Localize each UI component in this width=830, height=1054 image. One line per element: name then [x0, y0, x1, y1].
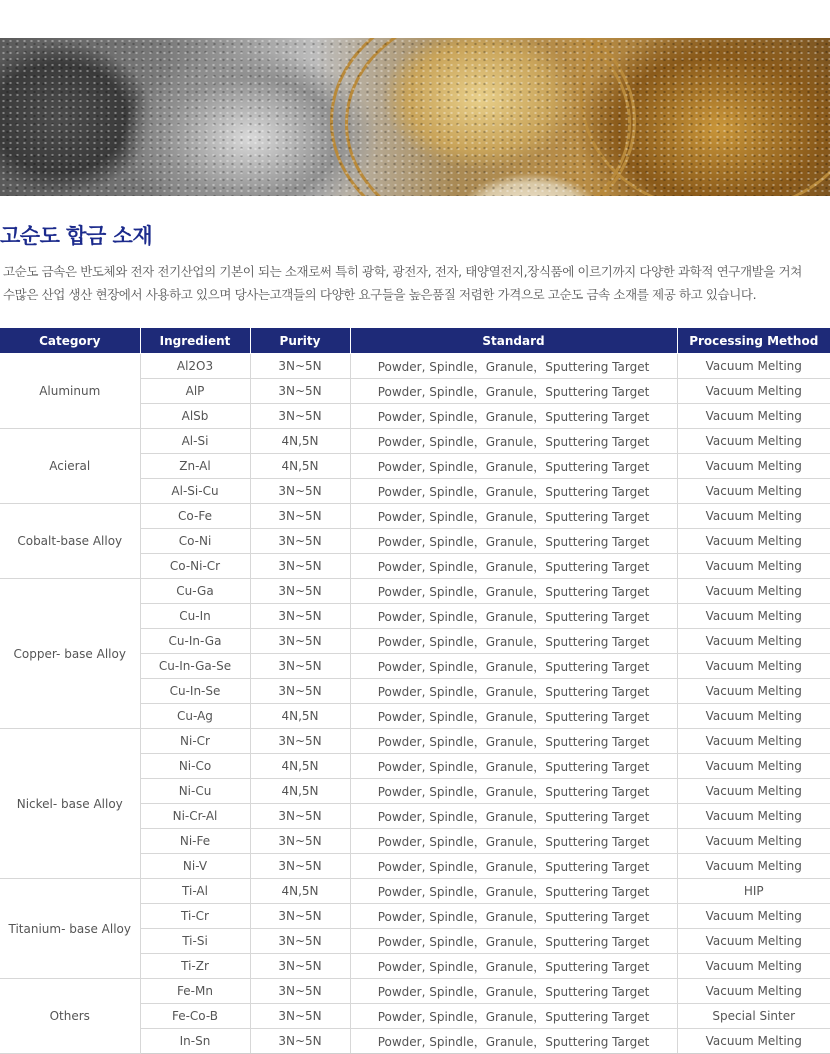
ingredient-cell: AlSb — [140, 404, 250, 429]
ingredient-cell: Ti-Al — [140, 879, 250, 904]
purity-cell: 3N~5N — [250, 954, 350, 979]
standard-cell: Powder, Spindle，Granule，Sputtering Target — [350, 479, 677, 504]
header-standard: Standard — [350, 328, 677, 354]
purity-cell: 3N~5N — [250, 1004, 350, 1029]
processing-method-cell: Vacuum Melting — [677, 529, 830, 554]
description-line-1: 고순도 금속은 반도체와 전자 전기산업의 기본이 되는 소재로써 특히 광학, 광전자, 전자, 태양열전지,장식품에 이르기까지 다양한 과학적 연구개발을 거쳐 — [3, 264, 802, 279]
purity-cell: 3N~5N — [250, 629, 350, 654]
purity-cell: 3N~5N — [250, 354, 350, 379]
processing-method-cell: HIP — [677, 879, 830, 904]
purity-cell: 4N,5N — [250, 429, 350, 454]
purity-cell: 3N~5N — [250, 979, 350, 1004]
purity-cell: 4N,5N — [250, 454, 350, 479]
ingredient-cell: Cu-Ag — [140, 704, 250, 729]
category-cell: Acieral — [0, 429, 140, 504]
standard-cell: Powder, Spindle，Granule，Sputtering Target — [350, 704, 677, 729]
standard-cell: Powder, Spindle，Granule，Sputtering Target — [350, 679, 677, 704]
processing-method-cell: Vacuum Melting — [677, 929, 830, 954]
header-processing-method: Processing Method — [677, 328, 830, 354]
ingredient-cell: Ni-V — [140, 854, 250, 879]
purity-cell: 3N~5N — [250, 904, 350, 929]
standard-cell: Powder, Spindle，Granule，Sputtering Target — [350, 404, 677, 429]
ingredient-cell: Co-Fe — [140, 504, 250, 529]
purity-cell: 3N~5N — [250, 579, 350, 604]
standard-cell: Powder, Spindle，Granule，Sputtering Target — [350, 754, 677, 779]
processing-method-cell: Vacuum Melting — [677, 704, 830, 729]
standard-cell: Powder, Spindle，Granule，Sputtering Target — [350, 1029, 677, 1054]
purity-cell: 3N~5N — [250, 1029, 350, 1054]
ingredient-cell: Ti-Cr — [140, 904, 250, 929]
ingredient-cell: Ni-Cu — [140, 779, 250, 804]
standard-cell: Powder, Spindle，Granule，Sputtering Target — [350, 579, 677, 604]
purity-cell: 3N~5N — [250, 554, 350, 579]
ingredient-cell: Co-Ni — [140, 529, 250, 554]
standard-cell: Powder, Spindle，Granule，Sputtering Target — [350, 904, 677, 929]
standard-cell: Powder, Spindle，Granule，Sputtering Target — [350, 354, 677, 379]
ingredient-cell: Ni-Fe — [140, 829, 250, 854]
category-cell: Copper- base Alloy — [0, 579, 140, 729]
processing-method-cell: Vacuum Melting — [677, 554, 830, 579]
category-cell: Titanium- base Alloy — [0, 879, 140, 979]
purity-cell: 3N~5N — [250, 504, 350, 529]
processing-method-cell: Vacuum Melting — [677, 679, 830, 704]
processing-method-cell: Vacuum Melting — [677, 379, 830, 404]
ingredient-cell: AlP — [140, 379, 250, 404]
ingredient-cell: Co-Ni-Cr — [140, 554, 250, 579]
category-cell: Aluminum — [0, 354, 140, 429]
processing-method-cell: Vacuum Melting — [677, 429, 830, 454]
standard-cell: Powder, Spindle，Granule，Sputtering Target — [350, 804, 677, 829]
purity-cell: 4N,5N — [250, 779, 350, 804]
purity-cell: 3N~5N — [250, 854, 350, 879]
standard-cell: Powder, Spindle，Granule，Sputtering Target — [350, 629, 677, 654]
processing-method-cell: Vacuum Melting — [677, 479, 830, 504]
standard-cell: Powder, Spindle，Granule，Sputtering Target — [350, 654, 677, 679]
standard-cell: Powder, Spindle，Granule，Sputtering Target — [350, 379, 677, 404]
ingredient-cell: In-Sn — [140, 1029, 250, 1054]
ingredient-cell: Ni-Cr-Al — [140, 804, 250, 829]
processing-method-cell: Vacuum Melting — [677, 854, 830, 879]
standard-cell: Powder, Spindle，Granule，Sputtering Target — [350, 829, 677, 854]
purity-cell: 3N~5N — [250, 529, 350, 554]
standard-cell: Powder, Spindle，Granule，Sputtering Target — [350, 879, 677, 904]
standard-cell: Powder, Spindle，Granule，Sputtering Target — [350, 979, 677, 1004]
ingredient-cell: Ti-Si — [140, 929, 250, 954]
purity-cell: 3N~5N — [250, 654, 350, 679]
standard-cell: Powder, Spindle，Granule，Sputtering Target — [350, 504, 677, 529]
purity-cell: 4N,5N — [250, 879, 350, 904]
ingredient-cell: Al-Si-Cu — [140, 479, 250, 504]
purity-cell: 3N~5N — [250, 804, 350, 829]
table-row — [0, 879, 830, 904]
table-row — [0, 579, 830, 604]
ingredient-cell: Cu-In-Ga — [140, 629, 250, 654]
processing-method-cell: Vacuum Melting — [677, 779, 830, 804]
ingredient-cell: Ni-Co — [140, 754, 250, 779]
standard-cell: Powder, Spindle，Granule，Sputtering Target — [350, 604, 677, 629]
description-line-2: 수많은 산업 생산 현장에서 사용하고 있으며 당사는고객들의 다양한 요구들을 높은품질 저렴한 가격으로 고순도 금속 소재를 제공 하고 있습니다. — [3, 287, 757, 302]
processing-method-cell: Special Sinter — [677, 1004, 830, 1029]
ingredient-cell: Zn-Al — [140, 454, 250, 479]
purity-cell: 4N,5N — [250, 754, 350, 779]
ingredient-cell: Al-Si — [140, 429, 250, 454]
standard-cell: Powder, Spindle，Granule，Sputtering Target — [350, 454, 677, 479]
processing-method-cell: Vacuum Melting — [677, 804, 830, 829]
page-description — [3, 260, 830, 306]
purity-cell: 3N~5N — [250, 604, 350, 629]
processing-method-cell: Vacuum Melting — [677, 904, 830, 929]
processing-method-cell: Vacuum Melting — [677, 354, 830, 379]
ingredient-cell: Cu-In-Se — [140, 679, 250, 704]
processing-method-cell: Vacuum Melting — [677, 454, 830, 479]
purity-cell: 3N~5N — [250, 729, 350, 754]
alloy-materials-table — [0, 328, 830, 1054]
ingredient-cell: Ni-Cr — [140, 729, 250, 754]
processing-method-cell: Vacuum Melting — [677, 654, 830, 679]
purity-cell: 3N~5N — [250, 404, 350, 429]
ingredient-cell: Cu-In-Ga-Se — [140, 654, 250, 679]
page-title: 고순도 합금 소재 — [0, 224, 153, 248]
processing-method-cell: Vacuum Melting — [677, 604, 830, 629]
table-header-row — [0, 328, 830, 354]
processing-method-cell: Vacuum Melting — [677, 504, 830, 529]
standard-cell: Powder, Spindle，Granule，Sputtering Target — [350, 429, 677, 454]
table-row — [0, 504, 830, 529]
processing-method-cell: Vacuum Melting — [677, 1029, 830, 1054]
table-row — [0, 429, 830, 454]
ingredient-cell: Al2O3 — [140, 354, 250, 379]
processing-method-cell: Vacuum Melting — [677, 829, 830, 854]
category-cell: Others — [0, 979, 140, 1054]
purity-cell: 3N~5N — [250, 379, 350, 404]
hero-banner-image — [0, 38, 830, 196]
category-cell: Nickel- base Alloy — [0, 729, 140, 879]
purity-cell: 3N~5N — [250, 479, 350, 504]
processing-method-cell: Vacuum Melting — [677, 729, 830, 754]
ingredient-cell: Fe-Mn — [140, 979, 250, 1004]
standard-cell: Powder, Spindle，Granule，Sputtering Target — [350, 779, 677, 804]
purity-cell: 4N,5N — [250, 704, 350, 729]
standard-cell: Powder, Spindle，Granule，Sputtering Target — [350, 954, 677, 979]
processing-method-cell: Vacuum Melting — [677, 579, 830, 604]
standard-cell: Powder, Spindle，Granule，Sputtering Target — [350, 729, 677, 754]
processing-method-cell: Vacuum Melting — [677, 629, 830, 654]
processing-method-cell: Vacuum Melting — [677, 404, 830, 429]
standard-cell: Powder, Spindle，Granule，Sputtering Target — [350, 1004, 677, 1029]
table-row — [0, 354, 830, 379]
purity-cell: 3N~5N — [250, 829, 350, 854]
ingredient-cell: Cu-In — [140, 604, 250, 629]
ingredient-cell: Fe-Co-B — [140, 1004, 250, 1029]
ingredient-cell: Cu-Ga — [140, 579, 250, 604]
header-category: Category — [0, 328, 140, 354]
ingredient-cell: Ti-Zr — [140, 954, 250, 979]
purity-cell: 3N~5N — [250, 929, 350, 954]
standard-cell: Powder, Spindle，Granule，Sputtering Target — [350, 854, 677, 879]
purity-cell: 3N~5N — [250, 679, 350, 704]
processing-method-cell: Vacuum Melting — [677, 754, 830, 779]
processing-method-cell: Vacuum Melting — [677, 954, 830, 979]
standard-cell: Powder, Spindle，Granule，Sputtering Target — [350, 929, 677, 954]
table-row — [0, 979, 830, 1004]
table-row — [0, 729, 830, 754]
header-ingredient: Ingredient — [140, 328, 250, 354]
category-cell: Cobalt-base Alloy — [0, 504, 140, 579]
standard-cell: Powder, Spindle，Granule，Sputtering Target — [350, 554, 677, 579]
standard-cell: Powder, Spindle，Granule，Sputtering Target — [350, 529, 677, 554]
processing-method-cell: Vacuum Melting — [677, 979, 830, 1004]
header-purity: Purity — [250, 328, 350, 354]
